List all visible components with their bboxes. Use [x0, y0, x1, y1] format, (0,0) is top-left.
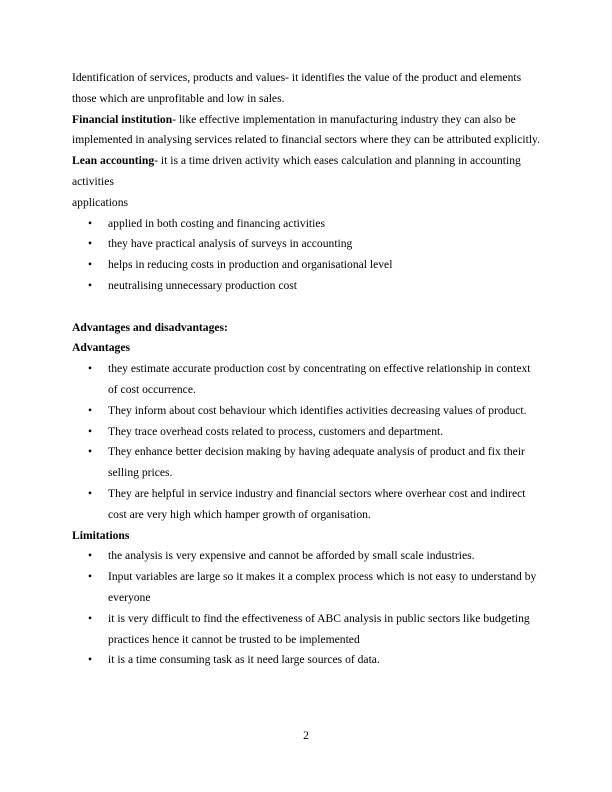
- identification-paragraph: Identification of services, products and values- it identifies the value of the product and elements those which are unprofitable and low in sales.: [72, 71, 522, 105]
- bullet-icon: •: [88, 424, 93, 438]
- bullet-icon: •: [88, 611, 93, 625]
- bullet-icon: •: [88, 445, 93, 459]
- list-item: • it is very difficult to find the effectiveness of ABC analysis in public sectors like budgeting practices hence it cannot be trusted to be implemented: [72, 609, 542, 651]
- bullet-icon: •: [88, 570, 93, 584]
- list-item: • applied in both costing and financing activities: [72, 214, 542, 235]
- limitations-list: [72, 546, 542, 671]
- list-item: • They inform about cost behaviour which identifies activities decreasing values of product.: [72, 401, 542, 422]
- spacer: [72, 297, 542, 318]
- advantages-heading: Advantages: [72, 341, 130, 355]
- bullet-icon: •: [88, 278, 93, 292]
- bullet-icon: •: [88, 258, 93, 272]
- lean-accounting-text: - it is a time driven activity which eases calculation and planning in accounting activities: [72, 154, 521, 188]
- list-item: • They enhance better decision making by having adequate analysis of product and fix their selling prices.: [72, 442, 542, 484]
- bullet-icon: •: [88, 549, 93, 563]
- document-page: [72, 68, 542, 671]
- advantages-list: [72, 359, 542, 525]
- limitations-heading: Limitations: [72, 528, 130, 542]
- bullet-icon: •: [88, 362, 93, 376]
- list-item: • it is a time consuming task as it need large sources of data.: [72, 650, 542, 671]
- advantages-disadvantages-heading: Advantages and disadvantages:: [72, 320, 228, 334]
- page-number: 2: [303, 729, 309, 742]
- list-item: • Input variables are large so it makes it a complex process which is not easy to understand by everyone: [72, 567, 542, 609]
- bullet-icon: •: [88, 653, 93, 667]
- applications-label: applications: [72, 195, 129, 209]
- list-item: • they have practical analysis of surveys in accounting: [72, 234, 542, 255]
- financial-institution-text: - like effective implementation in manufacturing industry they can also be implemented in analysing services related to financial sectors where they can be attributed explicitly.: [72, 112, 540, 147]
- bullet-icon: •: [88, 216, 93, 230]
- bullet-icon: •: [88, 237, 93, 251]
- list-item: • neutralising unnecessary production cost: [72, 276, 542, 297]
- financial-institution-label: Financial institution: [72, 112, 173, 126]
- list-item: • They trace overhead costs related to process, customers and department.: [72, 422, 542, 443]
- financial-institution-paragraph: [72, 110, 542, 152]
- bullet-icon: •: [88, 486, 93, 500]
- applications-list: [72, 214, 542, 297]
- list-item: • the analysis is very expensive and cannot be afforded by small scale industries.: [72, 546, 542, 567]
- list-item: • They are helpful in service industry and financial sectors where overhear cost and indirect cost are very high which hamper growth of organisation.: [72, 484, 542, 526]
- lean-accounting-label: Lean accounting: [72, 154, 155, 168]
- bullet-icon: •: [88, 403, 93, 417]
- list-item: • helps in reducing costs in production and organisational level: [72, 255, 542, 276]
- list-item: • they estimate accurate production cost by concentrating on effective relationship in context of cost occurrence.: [72, 359, 542, 401]
- lean-accounting-paragraph: [72, 151, 542, 193]
